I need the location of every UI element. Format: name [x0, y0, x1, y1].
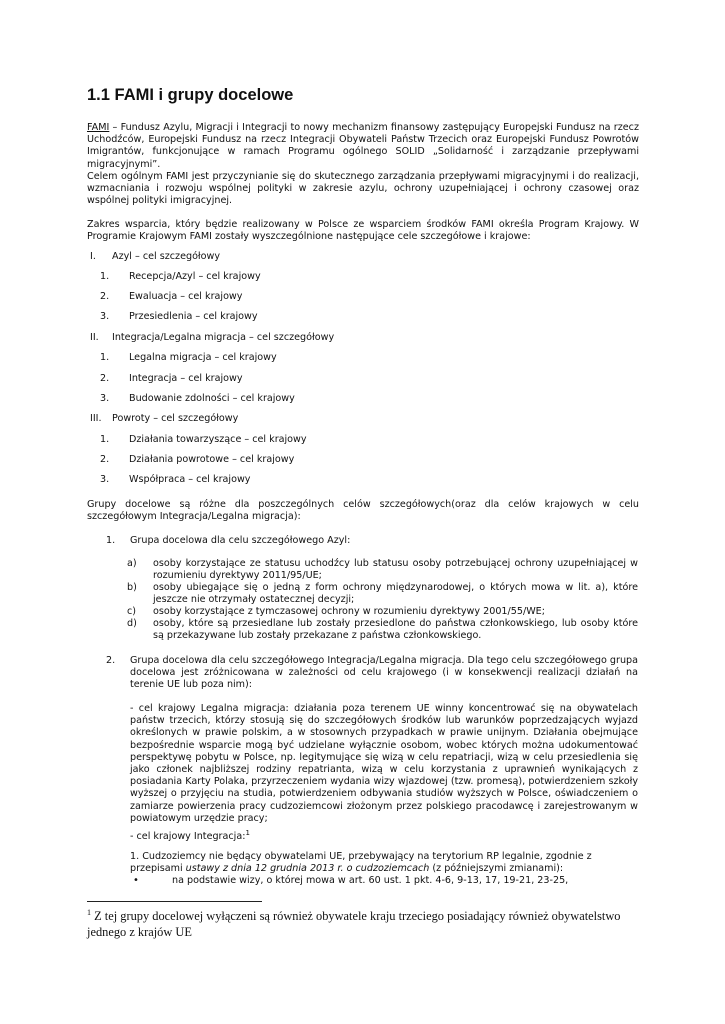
group-number: 1.	[106, 535, 116, 546]
integration-point-1	[130, 851, 638, 875]
national-goal-number: 2.	[100, 454, 110, 465]
integration-label-text: - cel krajowy Integracja:	[130, 831, 246, 842]
group-item-text: osoby korzystające ze statusu uchodźcy lub statusu osoby potrzebującej ochrony uzupełniającej w rozumieniu dyrektywy 2011/95/UE;	[153, 558, 638, 582]
legal-migration-paragraph: - cel krajowy Legalna migracja: działania poza terenem UE winny koncentrować się na obywatelach państw trzecich, którzy stosują się do szczegółowych środków lub warunków poprzedzających wyjazd określonych w prawie polskim, a w stosownych przypadkach w prawie unijnym. Działania obejmujące bezpośrednie wsparcie mogą być udzielane wyłącznie osobom, wobec których można udokumentować perspektywę pobytu w Polsce, np. legitymujące się wizą w celu repatriacji, wizą w celu przesiedlenia się jako członek najbliższej rodziny repatrianta, wizą w celu korzystania z uprawnień wynikających z posiadania Karty Polaka, przyrzeczeniem wydania wizy wjazdowej (tzw. promesą), potwierdzeniem szkoły wyższej o przyjęciu na studia, potwierdzeniem odbywania studiów wyższych w Polsce, oświadczeniem o zamiarze powierzenia pracy cudzoziemcowi złożonym przez polskiego pracodawcę i zarejestrowanym w powiatowym urzędzie pracy;	[130, 703, 638, 824]
objective-label: Integracja/Legalna migracja – cel szczegółowy	[112, 332, 335, 343]
bullet-item-text: na podstawie wizy, o której mowa w art. 60 ust. 1 pkt. 4-6, 9-13, 17, 19-21, 23-25,	[172, 875, 569, 886]
group-item-text: osoby, które są przesiedlane lub zostały przesiedlone do państwa członkowskiego, lub osoby które są przekazywane lub zostały przekazane z państwa członkowskiego.	[153, 618, 638, 642]
national-goal-number: 3.	[100, 311, 110, 322]
objective-label: Powroty – cel szczegółowy	[112, 413, 239, 424]
footnote-mark: 1	[87, 907, 91, 917]
footnote-text: Z tej grupy docelowej wyłączeni są również obywatele kraju trzeciego posiadający również obywatelstwo jednego z krajów UE	[87, 909, 621, 939]
target-groups-intro: Grupy docelowe są różne dla poszczególnych celów szczegółowych(oraz dla celów krajowych w celu szczegółowym Integracja/Legalna migracja):	[87, 499, 639, 523]
national-goal-label: Legalna migracja – cel krajowy	[129, 352, 277, 363]
section-heading: 1.1 FAMI i grupy docelowe	[87, 86, 294, 104]
integration-label	[130, 828, 638, 843]
national-goal-number: 1.	[100, 271, 110, 282]
national-goal-label: Budowanie zdolności – cel krajowy	[129, 393, 295, 404]
footnote	[87, 909, 647, 940]
fami-definition-text: – Fundusz Azylu, Migracji i Integracji to nowy mechanizm finansowy zastępujący Europejski Fundusz na rzecz Uchodźców, Europejski Fundusz na rzecz Integracji Obywateli Państw Trzecich oraz Europejski Fundusz Powrotów Imigrantów, funkcjonujące w ramach Programu ogólnego SOLID „Solidarność i zarządzanie przepływami migracyjnymi”.	[87, 122, 639, 170]
national-goal-label: Współpraca – cel krajowy	[129, 474, 251, 485]
objective-numeral: I.	[90, 251, 96, 262]
group-title: Grupa docelowa dla celu szczegółowego Azyl:	[130, 535, 351, 546]
point-text: (z późniejszymi zmianami):	[429, 863, 564, 875]
footnote-separator	[87, 901, 262, 902]
item-letter: d)	[127, 618, 137, 629]
point-text: 1. Cudzoziemcy nie będący obywatelami UE, przebywający na terytorium RP legalnie, zgodnie z przepisami	[130, 851, 592, 875]
objective-numeral: II.	[90, 332, 99, 343]
national-goal-label: Ewaluacja – cel krajowy	[129, 291, 243, 302]
fami-abbreviation: FAMI	[87, 122, 110, 133]
national-goal-number: 3.	[100, 474, 110, 485]
group-title: Grupa docelowa dla celu szczegółowego Integracja/Legalna migracja. Dla tego celu szczegółowego grupa docelowa jest zróżnicowana w zależności od celu krajowego (i w konsekwencji realizacji działań na terenie UE lub poza nim):	[130, 655, 638, 691]
national-goal-number: 2.	[100, 373, 110, 384]
national-goal-label: Integracja – cel krajowy	[129, 373, 243, 384]
national-goal-label: Recepcja/Azyl – cel krajowy	[129, 271, 261, 282]
bullet-icon: •	[133, 875, 139, 886]
national-goal-label: Działania towarzyszące – cel krajowy	[129, 434, 307, 445]
national-goal-label: Działania powrotowe – cel krajowy	[129, 454, 295, 465]
law-citation: ustawy z dnia 12 grudnia 2013 r. o cudzoziemcach	[185, 863, 430, 875]
national-goal-number: 3.	[100, 393, 110, 404]
objective-numeral: III.	[90, 413, 102, 424]
objective-label: Azyl – cel szczegółowy	[112, 251, 221, 262]
item-letter: a)	[127, 558, 137, 569]
national-goal-number: 1.	[100, 352, 110, 363]
scope-paragraph: Zakres wsparcia, który będzie realizowany w Polsce ze wsparciem środków FAMI określa Program Krajowy. W Programie Krajowym FAMI zostały wyszczególnione następujące cele szczegółowe i krajowe:	[87, 219, 639, 243]
group-item-text: osoby ubiegające się o jedną z form ochrony międzynarodowej, o których mowa w lit. a), które jeszcze nie otrzymały ostatecznej decyzji;	[153, 582, 638, 606]
national-goal-label: Przesiedlenia – cel krajowy	[129, 311, 258, 322]
national-goal-number: 2.	[100, 291, 110, 302]
group-item-text: osoby korzystające z tymczasowej ochrony w rozumieniu dyrektywy 2001/55/WE;	[153, 606, 545, 617]
footnote-reference[interactable]: 1	[245, 828, 250, 837]
fami-goal-text: Celem ogólnym FAMI jest przyczynianie się do skutecznego zarządzania przepływami migracyjnymi i do realizacji, wzmacniania i rozwoju wspólnej polityki w zakresie azylu, ochrony uzupełniającej i ochrony czasowej oraz wspólnej polityki imigracyjnej.	[87, 170, 639, 207]
group-number: 2.	[106, 655, 116, 666]
item-letter: b)	[127, 582, 137, 593]
item-letter: c)	[127, 606, 137, 617]
fami-definition-paragraph	[87, 122, 639, 207]
national-goal-number: 1.	[100, 434, 110, 445]
